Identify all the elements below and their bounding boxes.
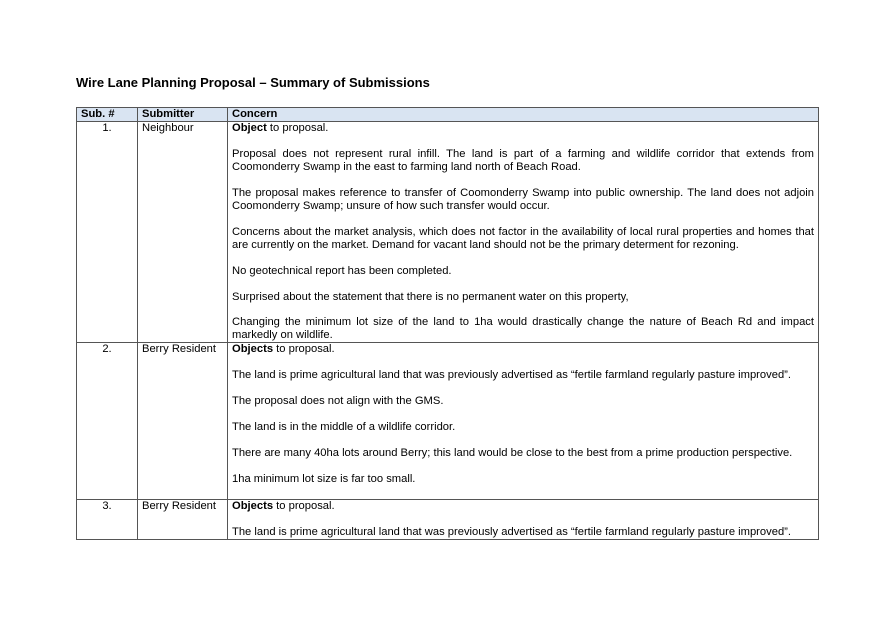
- concern-cell: [228, 343, 819, 500]
- table-header-row: [77, 108, 819, 122]
- column-header-sub-number: Sub. #: [77, 108, 138, 122]
- submission-number: 3.: [77, 500, 138, 540]
- concern-point: Surprised about the statement that there is no permanent water on this property,: [232, 291, 629, 303]
- stance-line: [232, 343, 814, 356]
- concern-point: The proposal makes reference to transfer of Coomonderry Swamp into public ownership. The land does not adjoin Coomonderry Swamp; unsure of how such transfer would occur.: [232, 187, 814, 212]
- concern-point: The land is prime agricultural land that was previously advertised as “fertile farmland regularly pasture improved”.: [232, 369, 792, 381]
- concern-point: No geotechnical report has been completed.: [232, 265, 452, 277]
- column-header-concern: Concern: [228, 108, 819, 122]
- stance-rest: to proposal.: [273, 343, 335, 355]
- stance-line: [232, 122, 814, 135]
- stance-rest: to proposal.: [273, 500, 335, 512]
- submission-number: 2.: [77, 343, 138, 500]
- submitter-cell: Berry Resident: [138, 343, 228, 500]
- submitter-cell: Neighbour: [138, 122, 228, 343]
- stance-rest: to proposal.: [266, 122, 329, 134]
- concern-point: The land is in the middle of a wildlife corridor.: [232, 421, 456, 433]
- concern-point: The proposal does not align with the GMS.: [232, 395, 444, 407]
- concern-point: 1ha minimum lot size is far too small.: [232, 473, 416, 485]
- stance-bold: Objects: [232, 500, 274, 512]
- page-title: Wire Lane Planning Proposal – Summary of Submissions: [76, 75, 430, 90]
- table-row: [77, 122, 819, 343]
- stance-bold: Objects: [232, 343, 274, 355]
- table-row: [77, 343, 819, 500]
- concern-cell: [228, 122, 819, 343]
- concern-point: The land is prime agricultural land that was previously advertised as “fertile farmland regularly pasture improved”.: [232, 526, 792, 538]
- concern-point: There are many 40ha lots around Berry; this land would be close to the best from a prime production perspective.: [232, 447, 793, 459]
- concern-point: Concerns about the market analysis, which does not factor in the availability of local rural properties and homes that are currently on the market. Demand for vacant land should not be the primary determent for rezoning.: [232, 226, 814, 251]
- submission-number: 1.: [77, 122, 138, 343]
- column-header-submitter: Submitter: [138, 108, 228, 122]
- concern-cell: [228, 500, 819, 540]
- submissions-table: [76, 107, 819, 540]
- submitter-cell: Berry Resident: [138, 500, 228, 540]
- stance-line: [232, 500, 814, 513]
- concern-point: Proposal does not represent rural infill. The land is part of a farming and wildlife corridor that extends from Coomonderry Swamp in the east to farming land north of Beach Road.: [232, 148, 814, 173]
- table-row: [77, 500, 819, 540]
- concern-point: Changing the minimum lot size of the land to 1ha would drastically change the nature of Beach Rd and impact markedly on wildlife.: [232, 316, 814, 341]
- stance-bold: Object: [232, 122, 267, 134]
